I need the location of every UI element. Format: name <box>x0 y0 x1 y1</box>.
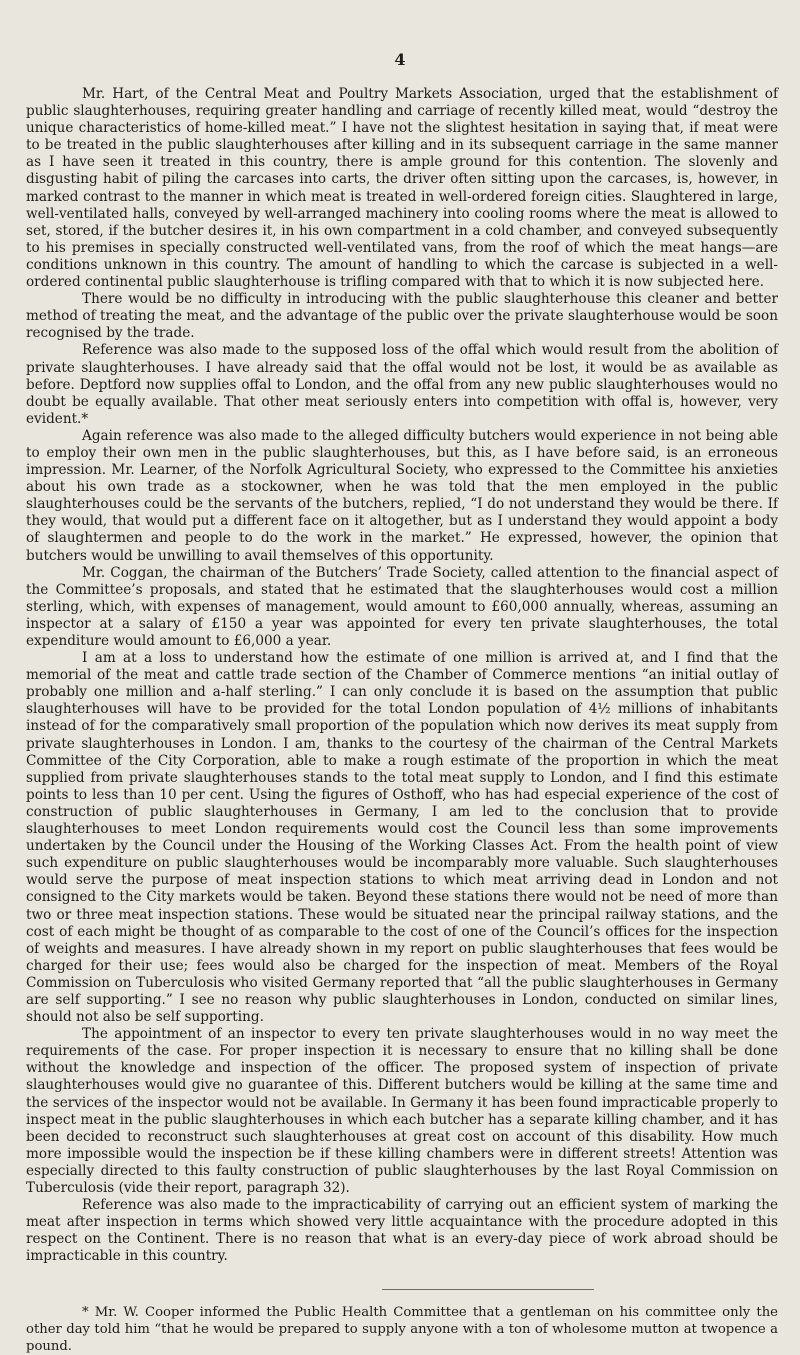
paragraph-8: Reference was also made to the impracticability of carrying out an efficient system of marking the meat after inspection in terms which showed very little acquaintance with the procedure adopted in this respect on the Continent. There is no reason that what is an every-day piece of work abroad should be impracticable in this country. <box>26 1197 778 1265</box>
paragraph-7: The appointment of an inspector to every ten private slaughterhouses would in no way meet the requirements of the case. For proper inspection it is necessary to ensure that no killing shall be done without the knowledge and inspection of the officer. The proposed system of inspection of private slaughterhouses would give no guarantee of this. Different butchers would be killing at the same time and the services of the inspector would not be available. In Germany it has been found impracticable properly to inspect meat in the public slaughterhouses in which each butcher has a separate killing chamber, and it has been decided to reconstruct such slaughterhouses at great cost on account of this disability. How much more impossible would the inspection be if these killing chambers were in different streets! Attention was especially directed to this faulty construction of public slaughterhouses by the last Royal Commission on Tuberculosis (vide their report, paragraph 32). <box>26 1026 778 1196</box>
paragraph-2: There would be no difficulty in introducing with the public slaughterhouse this cleaner and better method of treating the meat, and the advantage of the public over the private slaughterhouse would be soon recognised by the trade. <box>26 291 778 342</box>
paragraph-1: Mr. Hart, of the Central Meat and Poultry Markets Association, urged that the establishment of public slaughterhouses, requiring greater handling and carriage of recently killed meat, would “destroy the unique characteristics of home-killed meat.” I have not the slightest hesitation in saying that, if meat were to be treated in the public slaughterhouses after killing and in its subsequent carriage in the same manner as I have seen it treated in this country, there is ample ground for this contention. The slovenly and disgusting habit of piling the carcases into carts, the driver often sitting upon the carcases, is, however, in marked contrast to the manner in which meat is treated in well-ordered foreign cities. Slaughtered in large, well-ventilated halls, conveyed by well-arranged machinery into cooling rooms where the meat is allowed to set, stored, if the butcher desires it, in his own compartment in a cold chamber, and conveyed subsequently to his premises in specially constructed well-ventilated vans, from the roof of which the meat hangs—are conditions unknown in this country. The amount of handling to which the carcase is subjected in a well-ordered continental public slaughterhouse is trifling compared with that to which it is now subjected here. <box>26 86 778 291</box>
paragraph-6: I am at a loss to understand how the estimate of one million is arrived at, and I find that the memorial of the meat and cattle trade section of the Chamber of Commerce mentions “an initial outlay of probably one million and a-half sterling.” I can only conclude it is based on the assumption that public slaughterhouses will have to be provided for the total London population of 4½ millions of inhabitants instead of for the comparatively small proportion of the population which now derives its meat supply from private slaughterhouses in London. I am, thanks to the courtesy of the chairman of the Central Markets Committee of the City Corporation, able to make a rough estimate of the proportion in which the meat supplied from private slaughterhouses stands to the total meat supply to London, and I find this estimate points to less than 10 per cent. Using the figures of Osthoff, who has had especial experience of the cost of construction of public slaughterhouses in Germany, I am led to the conclusion that to provide slaughterhouses to meet London requirements would cost the Council less than some improvements undertaken by the Council under the Housing of the Working Classes Act. From the health point of view such expenditure on public slaughterhouses would be incomparably more valuable. Such slaughterhouses would serve the purpose of meat inspection stations to which meat arriving dead in London and not consigned to the City markets would be taken. Beyond these stations there would not be need of more than two or three meat inspection stations. These would be situated near the principal railway stations, and the cost of each might be thought of as comparable to the cost of one of the Council’s offices for the inspection of weights and measures. I have already shown in my report on public slaughterhouses that fees would be charged for their use; fees would also be charged for the inspection of meat. Members of the Royal Commission on Tuberculosis who visited Germany reported that “all the public slaughterhouses in Germany are self supporting.” I see no reason why public slaughterhouses in London, conducted on similar lines, should not also be self supporting. <box>26 650 778 1026</box>
footnote-divider <box>382 1289 594 1290</box>
page-number: 4 <box>394 50 406 69</box>
paragraph-5: Mr. Coggan, the chairman of the Butchers’ Trade Society, called attention to the financial aspect of the Committee’s proposals, and stated that he estimated that the slaughterhouses would cost a million sterling, which, with expenses of management, would amount to £60,000 annually, whereas, assuming an inspector at a salary of £150 a year was appointed for every ten private slaughterhouses, the total expenditure would amount to £6,000 a year. <box>26 564 778 649</box>
footnote <box>26 1304 778 1355</box>
paragraph-3: Reference was also made to the supposed loss of the offal which would result from the abolition of private slaughterhouses. I have already said that the offal would not be lost, it would be as available as before. Deptford now supplies offal to London, and the offal from any new public slaughterhouses would no doubt be equally available. That other meat seriously enters into competition with offal is, however, very evident.* <box>26 342 778 427</box>
body-text <box>26 50 778 1265</box>
footnote-text: * Mr. W. Cooper informed the Public Health Committee that a gentleman on his committee only the other day told him “that he would be prepared to supply anyone with a ton of wholesome mutton at twopence a pound. <box>26 1305 778 1355</box>
paragraph-4: Again reference was also made to the alleged difficulty butchers would experience in not being able to employ their own men in the public slaughterhouses, but this, as I have before said, is an erroneous impression. Mr. Learner, of the Norfolk Agricultural Society, who expressed to the Committee his anxieties about his own trade as a stockowner, when he was told that the men employed in the public slaughterhouses could be the servants of the butchers, replied, “I do not understand they would be there. If they would, that would put a different face on it altogether, but as I understand they would appoint a body of slaughtermen and people to do the work in the market.” He expressed, however, the opinion that butchers would be unwilling to avail themselves of this opportunity. <box>26 427 778 564</box>
